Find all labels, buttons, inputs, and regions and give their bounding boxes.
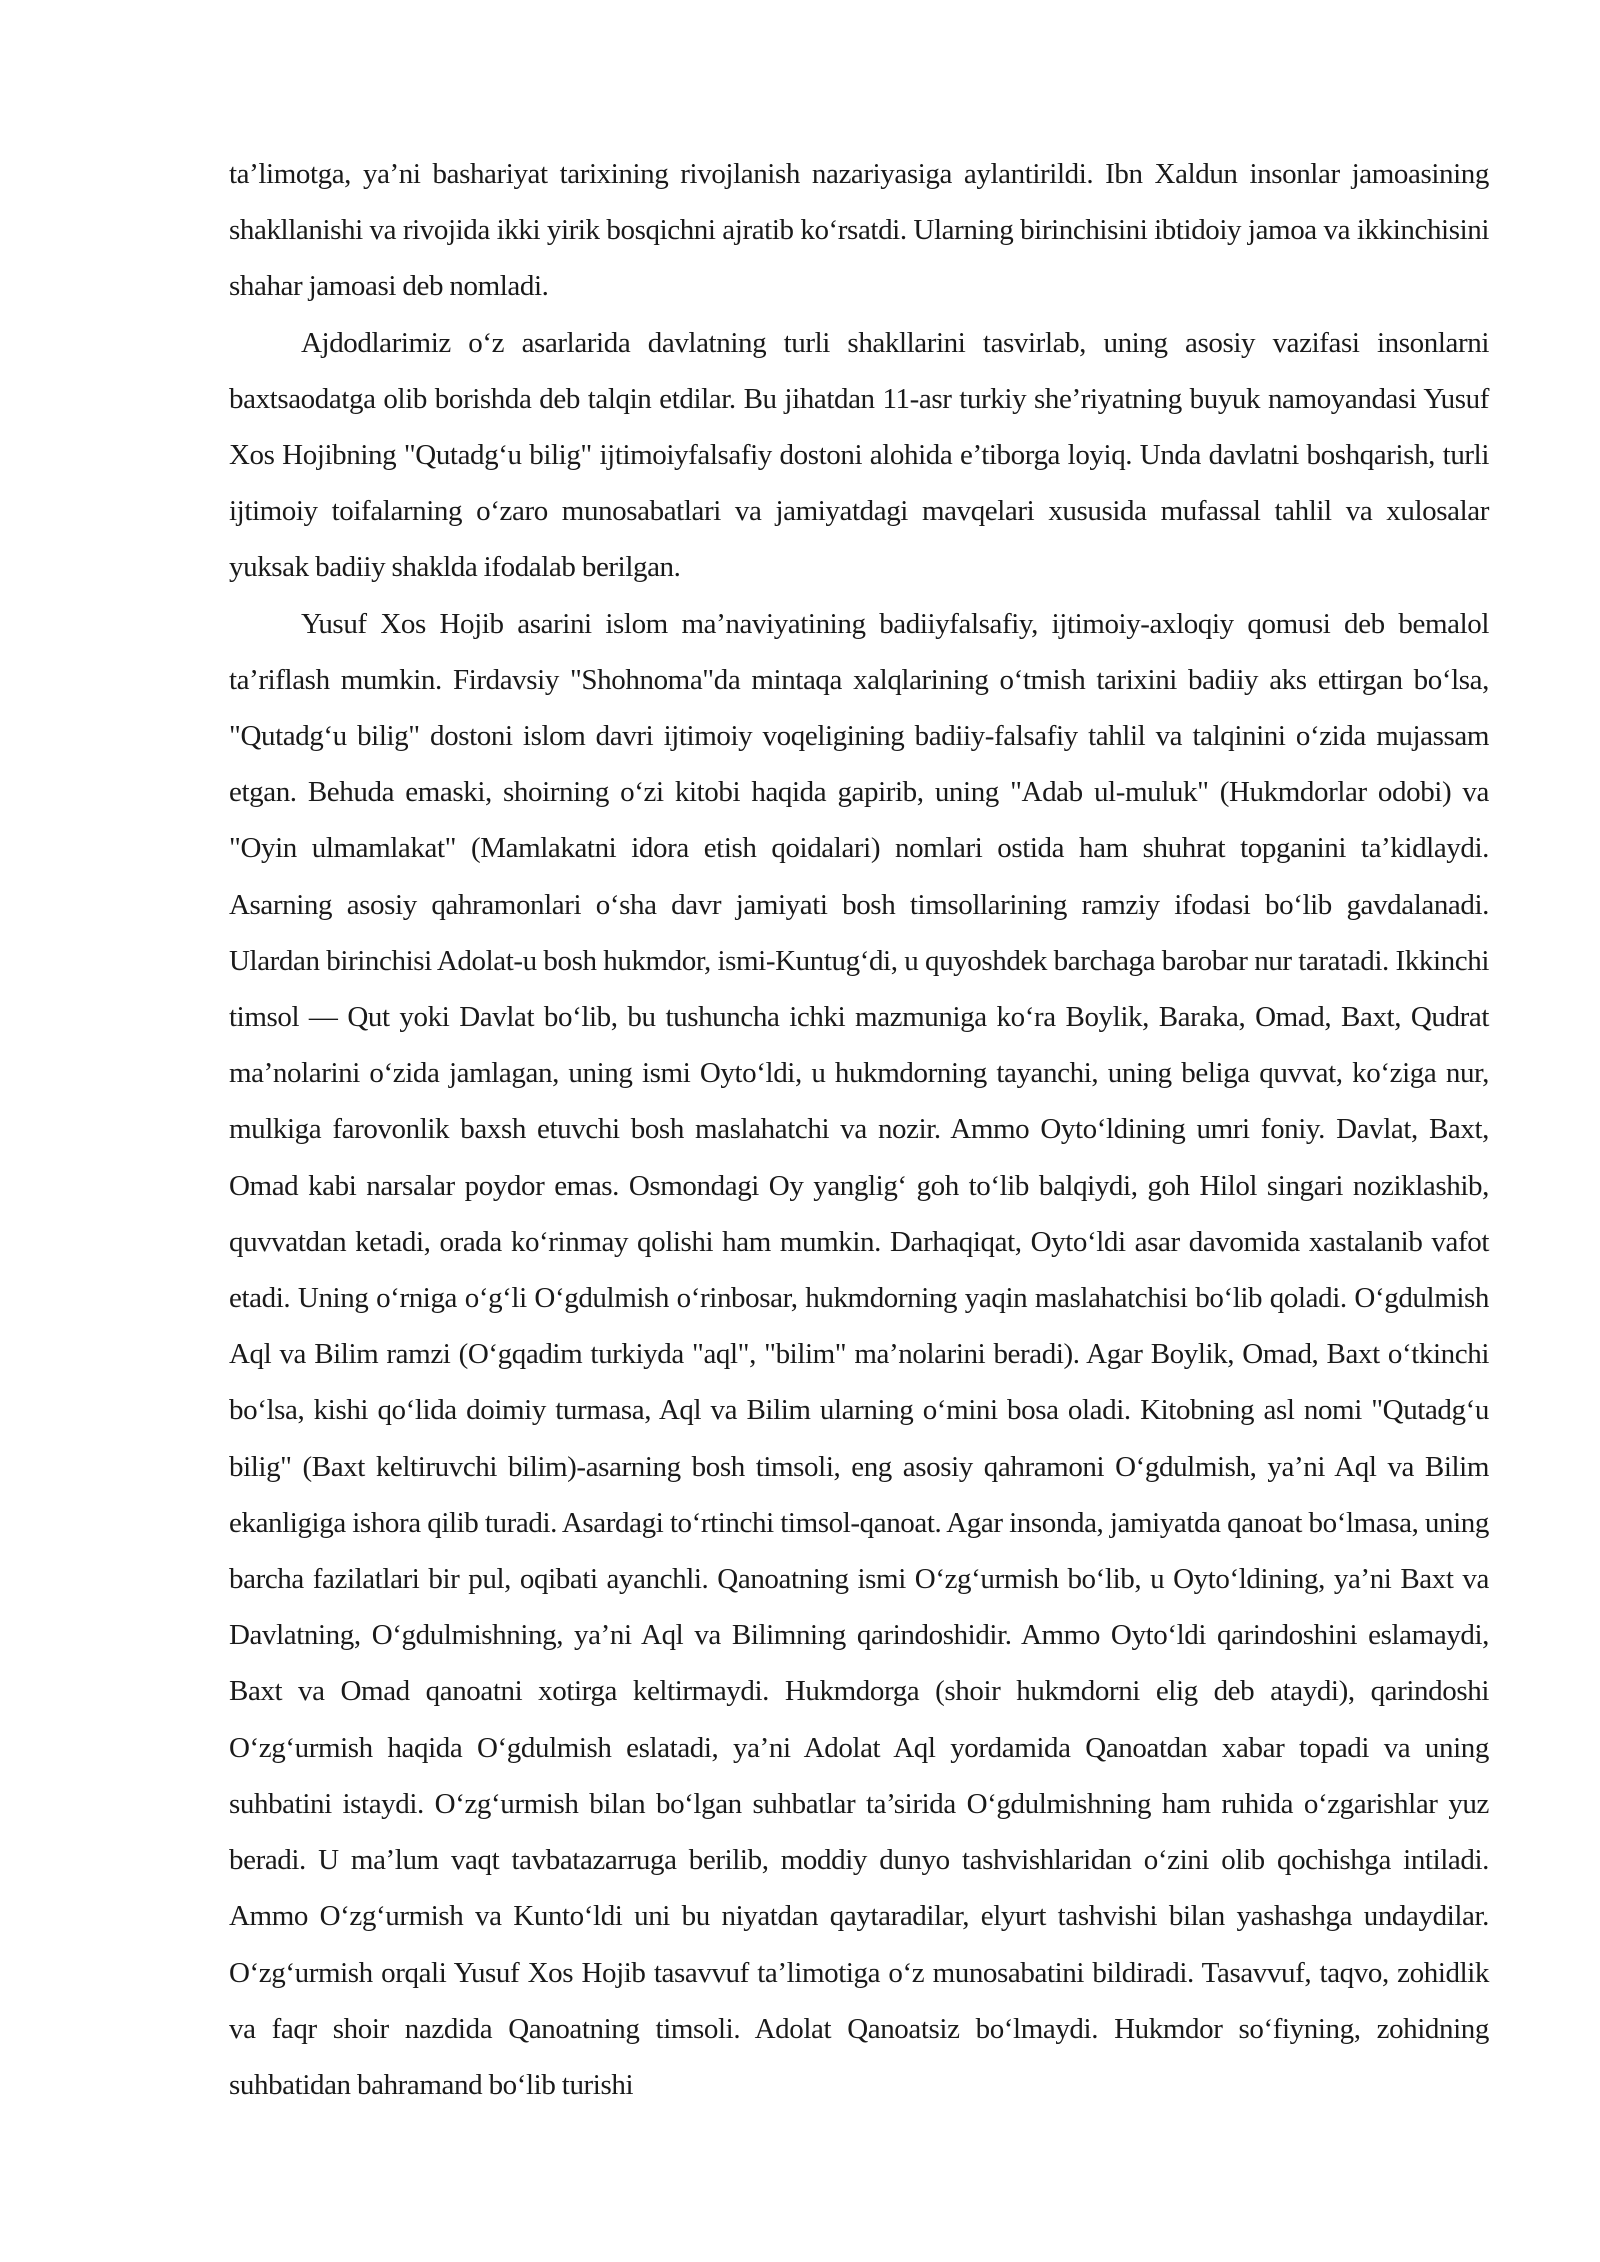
- paragraph-ancestors-state: Ajdodlarimiz o‘z asarlarida davlatning turli shakllarini tasvirlab, uning asosiy vazifasi insonlarni baxtsaodatga olib borishda deb talqin etdilar. Bu jihatdan 11-asr turkiy she’riyatning buyuk namoyandasi Yusuf Xos Hojibning "Qutadg‘u bilig" ijtimoiyfalsafiy dostoni alohida e’tiborga loyiq. Unda davlatni boshqarish, turli ijtimoiy toifalarning o‘zaro munosabatlari va jamiyatdagi mavqelari xususida mufassal tahlil va xulosalar yuksak badiiy shaklda ifodalab berilgan.: [229, 326, 1489, 584]
- paragraph-continuation: ta’limotga, ya’ni bashariyat tarixining rivojlanish nazariyasiga aylantirildi. Ibn Xaldun insonlar jamoasining shakllanishi va rivojida ikki yirik bosqichni ajratib ko‘rsatdi. Ularning birinchisini ibtidoiy jamoa va ikkinchisini shahar jamoasi deb nomladi.: [229, 158, 1489, 303]
- paragraph-yusuf-xos-hojib: Yusuf Xos Hojib asarini islom ma’naviyatining badiiyfalsafiy, ijtimoiy-axloqiy qomusi deb bemalol ta’riflash mumkin. Firdavsiy "Shohnoma"da mintaqa xalqlarining o‘tmish tarixini badiiy aks ettirgan bo‘lsa, "Qutadg‘u bilig" dostoni islom davri ijtimoiy voqeligining badiiy-falsafiy tahlil va talqinini o‘zida mujassam etgan. Behuda emaski, shoirning o‘zi kitobi haqida gapirib, uning "Adab ul-muluk" (Hukmdorlar odobi) va "Oyin ulmamlakat" (Mamlakatni idora etish qoidalari) nomlari ostida ham shuhrat topganini ta’kidlaydi. Asarning asosiy qahramonlari o‘sha davr jamiyati bosh timsollarining ramziy ifodasi bo‘lib gavdalanadi. Ulardan birinchisi Adolat-u bosh hukmdor, ismi-Kuntug‘di, u quyoshdek barchaga barobar nur taratadi. Ikkinchi timsol — Qut yoki Davlat bo‘lib, bu tushuncha ichki mazmuniga ko‘ra Boylik, Baraka, Omad, Baxt, Qudrat ma’nolarini o‘zida jamlagan, uning ismi Oyto‘ldi, u hukmdorning tayanchi, uning beliga quvvat, ko‘ziga nur, mulkiga farovonlik baxsh etuvchi bosh maslahatchi va nozir. Ammo Oyto‘ldining umri foniy. Davlat, Baxt, Omad kabi narsalar poydor emas. Osmondagi Oy yanglig‘ goh to‘lib balqiydi, goh Hilol singari noziklashib, quvvatdan ketadi, orada ko‘rinmay qolishi ham mumkin. Darhaqiqat, Oyto‘ldi asar davomida xastalanib vafot etadi. Uning o‘rniga o‘g‘li O‘gdulmish o‘rinbosar, hukmdorning yaqin maslahatchisi bo‘lib qoladi. O‘gdulmish Aql va Bilim ramzi (O‘gqadim turkiyda "aql", "bilim" ma’nolarini beradi). Agar Boylik, Omad, Baxt o‘tkinchi bo‘lsa, kishi qo‘lida doimiy turmasa, Aql va Bilim ularning o‘mini bosa oladi. Kitobning asl nomi "Qutadg‘u bilig" (Baxt keltiruvchi bilim)-asarning bosh timsoli, eng asosiy qahramoni O‘gdulmish, ya’ni Aql va Bilim ekanligiga ishora qilib turadi. Asardagi to‘rtinchi timsol-qanoat. Agar insonda, jamiyatda qanoat bo‘lmasa, uning barcha fazilatlari bir pul, oqibati ayanchli. Qanoatning ismi O‘zg‘urmish bo‘lib, u Oyto‘ldining, ya’ni Baxt va Davlatning, O‘gdulmishning, ya’ni Aql va Bilimning qarindoshidir. Ammo Oyto‘ldi qarindoshini eslamaydi, Baxt va Omad qanoatni xotirga keltirmaydi. Hukmdorga (shoir hukmdorni elig deb ataydi), qarindoshi O‘zg‘urmish haqida O‘gdulmish eslatadi, ya’ni Adolat Aql yordamida Qanoatdan xabar topadi va uning suhbatini istaydi. O‘zg‘urmish bilan bo‘lgan suhbatlar ta’sirida O‘gdulmishning ham ruhida o‘zgarishlar yuz beradi. U ma’lum vaqt tavbatazarruga berilib, moddiy dunyo tashvishlaridan o‘zini olib qochishga intiladi. Ammo O‘zg‘urmish va Kunto‘ldi uni bu niyatdan qaytaradilar, elyurt tashvishi bilan yashashga undaydilar. O‘zg‘urmish orqali Yusuf Xos Hojib tasavvuf ta’limotiga o‘z munosabatini bildiradi. Tasavvuf, taqvo, zohidlik va faqr shoir nazdida Qanoatning timsoli. Adolat Qanoatsiz bo‘lmaydi. Hukmdor so‘fiyning, zohidning suhbatidan bahramand bo‘lib turishi: [229, 607, 1489, 2101]
- document-page: [229, 146, 1489, 2113]
